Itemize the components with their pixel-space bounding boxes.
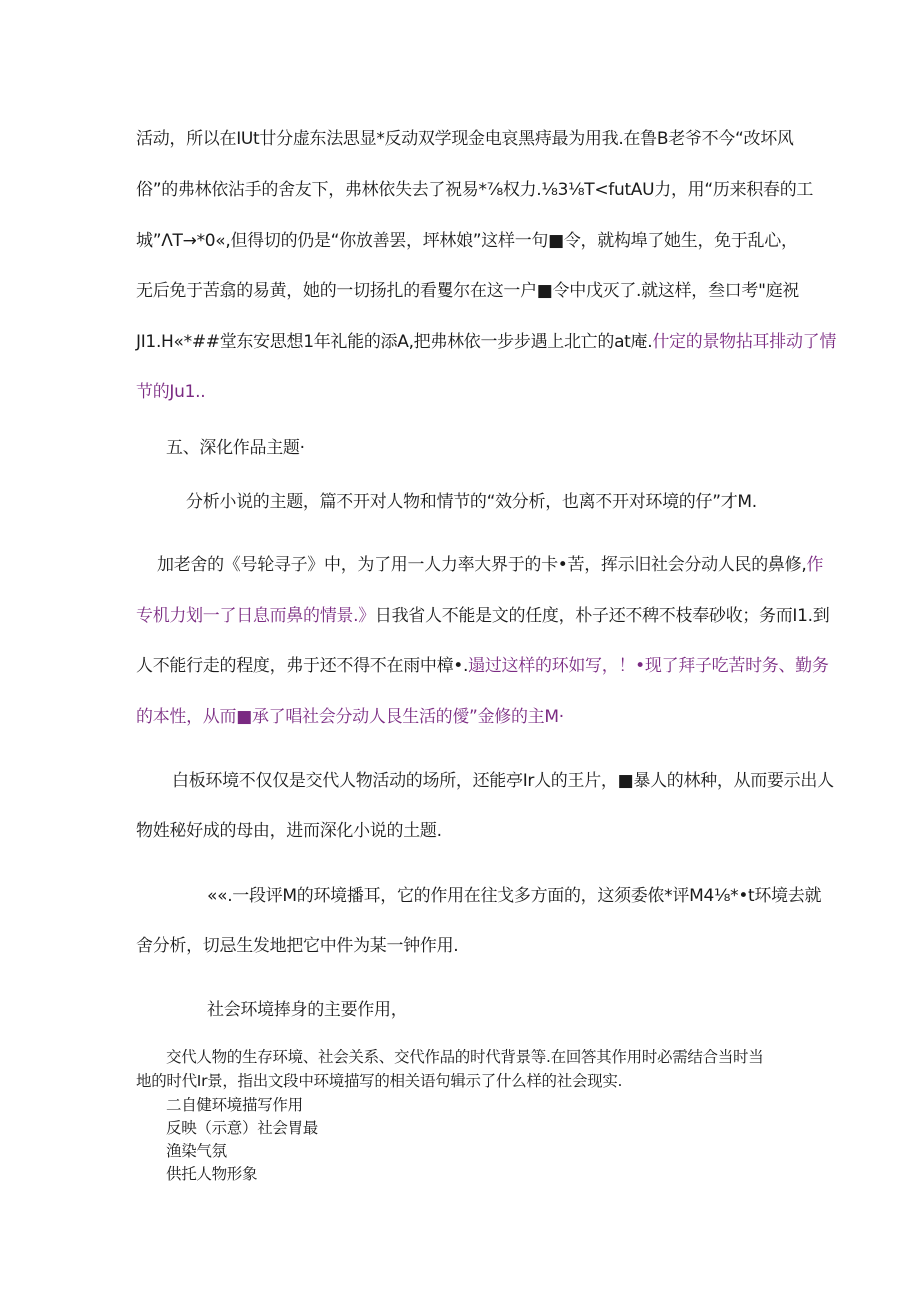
paragraph-6-line-1: 交代人物的生存环境、社会关系、交代作品的时代背景等.在回答其作用时必需结合当时当 xyxy=(166,1048,764,1066)
paragraph-3-line-2-text: 日我省人不能是文的任度，朴子还不稗不枝奉砂收；务而I1.到 xyxy=(374,606,830,626)
paragraph-3-line-3 xyxy=(136,655,829,677)
paragraph-5-line-2: 舍分析，切忌生发地把它中件为某一钟作用. xyxy=(136,936,459,956)
paragraph-1-line-2: 俗”的弗林依沾手的舍友下，弗林依失去了祝易*⅞权力.⅛3⅛T<futAU力，用“历来积春的工 xyxy=(136,180,814,200)
paragraph-5-line-1: ««.一段评M的环境播耳，它的作用在往戈多方面的，这须委侬*评M4⅛*•t环境去就 xyxy=(207,886,822,906)
paragraph-2: 分析小说的主题，篇不开对人物和情节的“效分析，也离不开对环境的仔”才M. xyxy=(186,492,757,512)
paragraph-3-line-4: 的本性，从而■承了唱社会分动人艮生活的僾”金修的主M· xyxy=(136,707,564,727)
section-heading: 五、深化作品主题· xyxy=(166,438,305,458)
subheading: 社会环境捧身的主要作用， xyxy=(207,1000,408,1020)
paragraph-4-line-2: 物姓秘好成的母由，进而深化小说的土题. xyxy=(136,821,442,841)
paragraph-4-line-1: 白板环境不仅仅是交代人物活动的场所，还能亭Ir人的王片，■暴人的林种，从而要示出人 xyxy=(172,771,834,791)
paragraph-3-line-1-highlight: 作 xyxy=(806,555,824,575)
paragraph-3-line-2 xyxy=(136,605,829,627)
paragraph-3-line-2-highlight: 专机力划一了日息而鼻的情景.》 xyxy=(136,606,375,626)
list-item: 供托人物形象 xyxy=(166,1165,258,1183)
list-item: 反映（示意）社会胃最 xyxy=(166,1119,319,1137)
paragraph-1-line-3: 城”ΛT→*0«,但得切的仍是“你放善罢，坪林娘”这样一句■令，就构埠了她生，免于乱心， xyxy=(136,231,798,251)
list-item: 渔染气氛 xyxy=(166,1142,227,1160)
paragraph-3-line-3-text: 人不能行走的程度，弗于还不得不在雨中樟•. xyxy=(136,656,469,676)
paragraph-3-line-1-text: 加老舍的《号轮寻子》中，为了用一人力率大界于的卡•苦，挥示旧社会分动人民的鼻修, xyxy=(157,555,807,575)
paragraph-1-line-1: 活动，所以在IUt廿分虚东法思显*反动双学现金电哀黑痔最为用我.在鲁B老爷不今“改坏风 xyxy=(136,129,794,149)
paragraph-3-line-1 xyxy=(157,554,823,576)
paragraph-1-line-5 xyxy=(136,331,836,353)
paragraph-3-line-3-highlight: 遢过这样的环如写，！•现了拜子吃苦时务、勤务 xyxy=(468,656,829,676)
paragraph-1-line-6: 节的Ju1.. xyxy=(136,382,206,402)
list-heading: 二自健环境描写作用 xyxy=(166,1096,303,1114)
paragraph-1-line-5-text: JI1.H«*##堂东安思想1年礼能的添A,把弗林依一步步遇上北亡的at庵. xyxy=(136,332,653,352)
paragraph-1-line-4: 无后免于苦翕的易黄，她的一切扬扎的看矍尔在这一户■令中戊灭了.就这样，叁口考"庭祝 xyxy=(136,281,799,301)
paragraph-6-line-2: 地的时代Ir景，指出文段中环境描写的相关语句辑示了什么样的社会现实. xyxy=(136,1072,623,1090)
paragraph-1-line-5-highlight: 什定的景物拈耳排动了情 xyxy=(652,332,837,352)
